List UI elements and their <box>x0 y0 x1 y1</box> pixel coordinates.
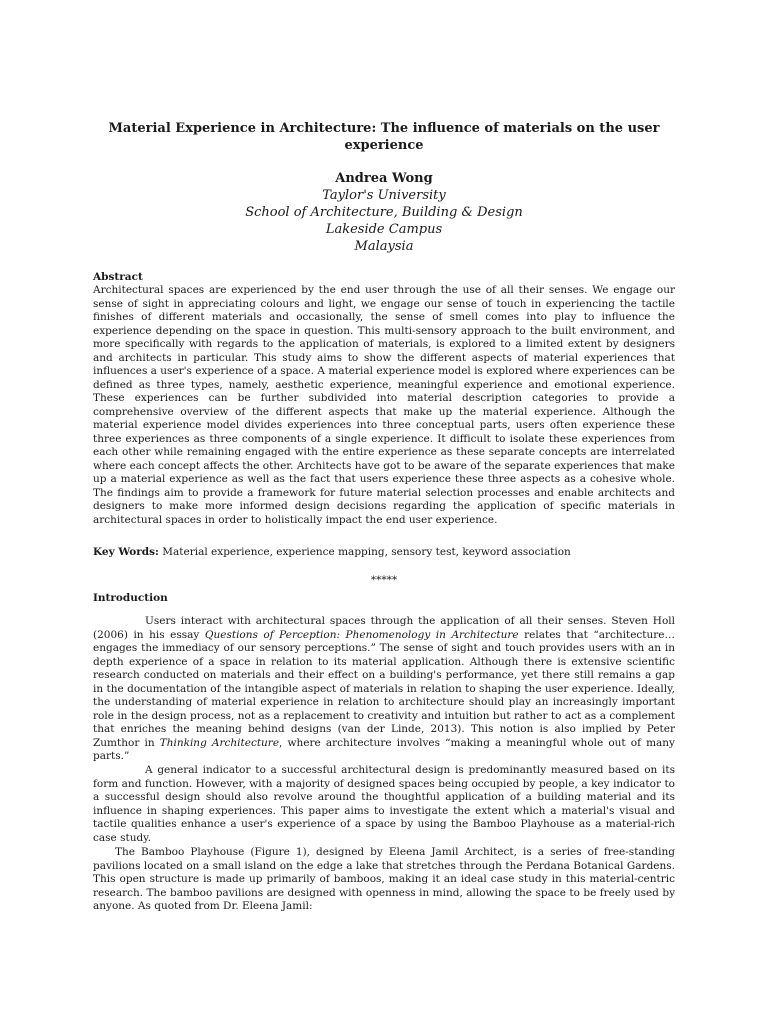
introduction-paragraph-3: The Bamboo Playhouse (Figure 1), designed by Eleena Jamil Architect, is a series of free-standing pavilions located on a small island on the edge a lake that stretches through the Perdana Botanical Gardens. This open structure is made up primarily of bamboos, making it an ideal case study in this material-centric research. The bamboo pavilions are designed with openness in mind, allowing the space to be freely used by anyone. As quoted from Dr. Eleena Jamil: <box>93 846 675 912</box>
author-block <box>93 170 675 255</box>
p1-title-zumthor: Thinking Architecture <box>159 736 280 749</box>
paper-title: Material Experience in Architecture: The influence of materials on the user experience <box>108 121 660 153</box>
p1-text-b: relates that “architecture… engages the immediacy of our sensory perceptions.” The sense of sight and touch provides users with an in depth experience of a space in relation to its material application. Although there is extensive scientific research conducted on materials and their effect on a building's performance, yet there still remains a gap in the documentation of the intangible aspect of materials in relation to shaping the user experience. Ideally, the understanding of material experience in relation to architecture should play an increasingly important role in the design process, not as a replacement to creativity and intuition but rather to act as a complement that enriches the meaning behind designs (van der Linde, 2013). This notion is also implied by Peter Zumthor in <box>93 628 676 749</box>
author-affiliation-campus: Lakeside Campus <box>325 222 443 237</box>
keywords-label: Key Words: <box>93 546 159 558</box>
section-separator: ***** <box>370 574 398 586</box>
introduction-paragraph-1 <box>93 615 675 764</box>
author-affiliation-school: School of Architecture, Building & Design <box>245 205 523 220</box>
author-name: Andrea Wong <box>335 171 433 186</box>
p1-text-a: Users interact with architectural spaces through the application of all their senses. Steven Holl (2006) in his essay <box>93 615 675 641</box>
introduction-heading: Introduction <box>93 592 168 604</box>
introduction-paragraph-2: A general indicator to a successful architectural design is predominantly measured based on its form and function. However, with a majority of designed spaces being occupied by people, a key indicator to a successful design should also revolve around the thoughtful application of a building material and its influence in shaping experiences. This paper aims to investigate the extent which a material's visual and tactile qualities enhance a user's experience of a space by using the Bamboo Playhouse as a material-rich case study. <box>93 764 675 844</box>
author-affiliation-country: Malaysia <box>354 239 414 254</box>
abstract-text: Architectural spaces are experienced by the end user through the use of all their senses. We engage our sense of sight in appreciating colours and light, we engage our sense of touch in experiencing the tactile finishes of different materials and occasionally, the sense of smell comes into play to influence the experience depending on the space in question. This multi-sensory approach to the built environment, and more specifically with regards to the application of materials, is explored to a limited extent by designers and architects in particular. This study aims to show the different aspects of material experiences that influences a user's experience of a space. A material experience model is explored where experiences can be defined as three types, namely, aesthetic experience, meaningful experience and emotional experience. These experiences can be further subdivided into material description categories to provide a comprehensive overview of the different aspects that make up the material experience. Although the material experience model divides experiences into three conceptual parts, users often experience these three experiences as three components of a single experience. It difficult to isolate these experiences from each other while remaining engaged with the entire experience as these separate concepts are interrelated where each concept affects the other. Architects have got to be aware of the separate experiences that make up a material experience as well as the fact that users experience these three aspects as a cohesive whole. The findings aim to provide a framework for future material selection processes and enable architects and designers to make more informed design decisions regarding the application of specific materials in architectural spaces in order to holistically impact the end user experience. <box>93 284 675 526</box>
author-affiliation-university: Taylor's University <box>322 188 446 203</box>
keywords-text: Material experience, experience mapping, sensory test, keyword association <box>158 546 571 558</box>
p1-text-c: , where architecture involves “making a meaningful whole out of many parts.” <box>93 736 675 762</box>
keywords-line <box>93 546 675 560</box>
abstract-heading: Abstract <box>93 271 143 283</box>
p1-title-holl: Questions of Perception: Phenomenology in Architecture <box>204 628 519 641</box>
